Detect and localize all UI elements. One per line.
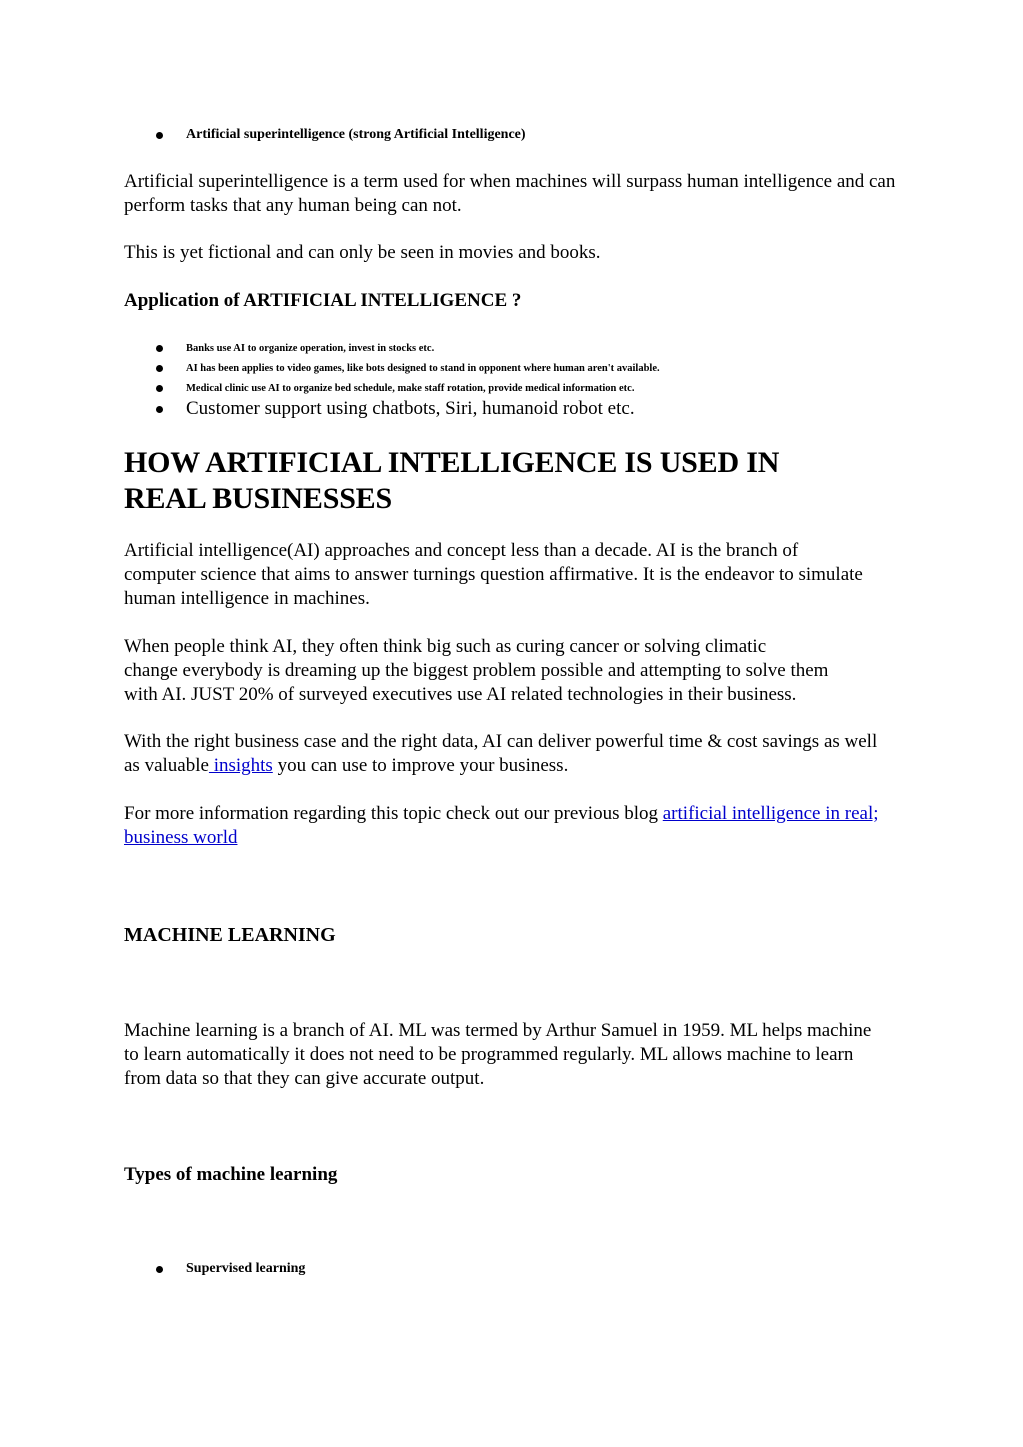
bullet-icon — [156, 132, 163, 139]
types-heading: Types of machine learning — [124, 1164, 338, 1185]
paragraph-text: you can use to improve your business. — [272, 755, 569, 776]
list-item-text: Supervised learning — [186, 1261, 306, 1276]
list-item-text: Medical clinic use AI to organize bed schedule, make staff rotation, provide medical information etc. — [186, 382, 635, 394]
insights-link[interactable]: insights — [208, 755, 273, 776]
application-heading: Application of ARTIFICIAL INTELLIGENCE ? — [124, 290, 522, 311]
paragraph-business-people — [124, 635, 924, 707]
ml-heading: MACHINE LEARNING — [124, 924, 336, 946]
paragraph-business-intro: Artificial intelligence(AI) approaches and concept less than a decade. AI is the branch of computer science that aims to answer turnings question affirmative. It is the endeavor to simulate human intelligence in machines. — [124, 540, 863, 609]
list-item — [124, 124, 904, 146]
business-heading-line: REAL BUSINESSES — [124, 482, 392, 515]
list-item — [124, 360, 904, 376]
paragraph-line: with AI. JUST 20% of surveyed executives use AI related technologies in their business. — [124, 684, 797, 705]
business-heading-line: HOW ARTIFICIAL INTELLIGENCE IS USED IN — [124, 446, 780, 479]
list-item-text: AI has been applies to video games, like bots designed to stand in opponent where human aren't available. — [186, 362, 660, 374]
list-item — [124, 340, 904, 356]
business-heading — [124, 445, 904, 517]
paragraph-business-case — [124, 730, 894, 778]
paragraph-text: With the right business case and the right data, AI can deliver powerful time & cost savings as well as valuable — [124, 731, 878, 776]
bullet-icon — [156, 345, 163, 352]
paragraph-asi-fictional: This is yet fictional and can only be seen in movies and books. — [124, 242, 601, 263]
paragraph-text: For more information regarding this topic check out our previous blog — [124, 803, 663, 824]
list-item-text: Customer support using chatbots, Siri, humanoid robot etc. — [186, 398, 635, 419]
paragraph-more-info — [124, 802, 894, 850]
bullet-icon — [156, 406, 163, 413]
list-item-text: Banks use AI to organize operation, invest in stocks etc. — [186, 342, 435, 354]
paragraph-line: When people think AI, they often think big such as curing cancer or solving climatic — [124, 636, 767, 657]
bullet-icon — [156, 385, 163, 392]
list-item — [124, 380, 904, 396]
paragraph-ml: Machine learning is a branch of AI. ML was termed by Arthur Samuel in 1959. ML helps machine to learn automatically it does not need to be programmed regularly. ML allows machine to learn from data so that they can give accurate output. — [124, 1020, 872, 1089]
bullet-icon — [156, 365, 163, 372]
paragraph-asi-definition: Artificial superintelligence is a term used for when machines will surpass human intelligence and can perform tasks that any human being can not. — [124, 171, 896, 216]
bullet-icon — [156, 1266, 163, 1273]
list-item — [124, 1258, 904, 1280]
paragraph-line: change everybody is dreaming up the biggest problem possible and attempting to solve them — [124, 660, 829, 681]
previous-blog-link[interactable]: artificial intelligence in real; business world — [124, 803, 879, 848]
list-item — [124, 397, 904, 421]
list-item-text: Artificial superintelligence (strong Artificial Intelligence) — [186, 127, 526, 142]
